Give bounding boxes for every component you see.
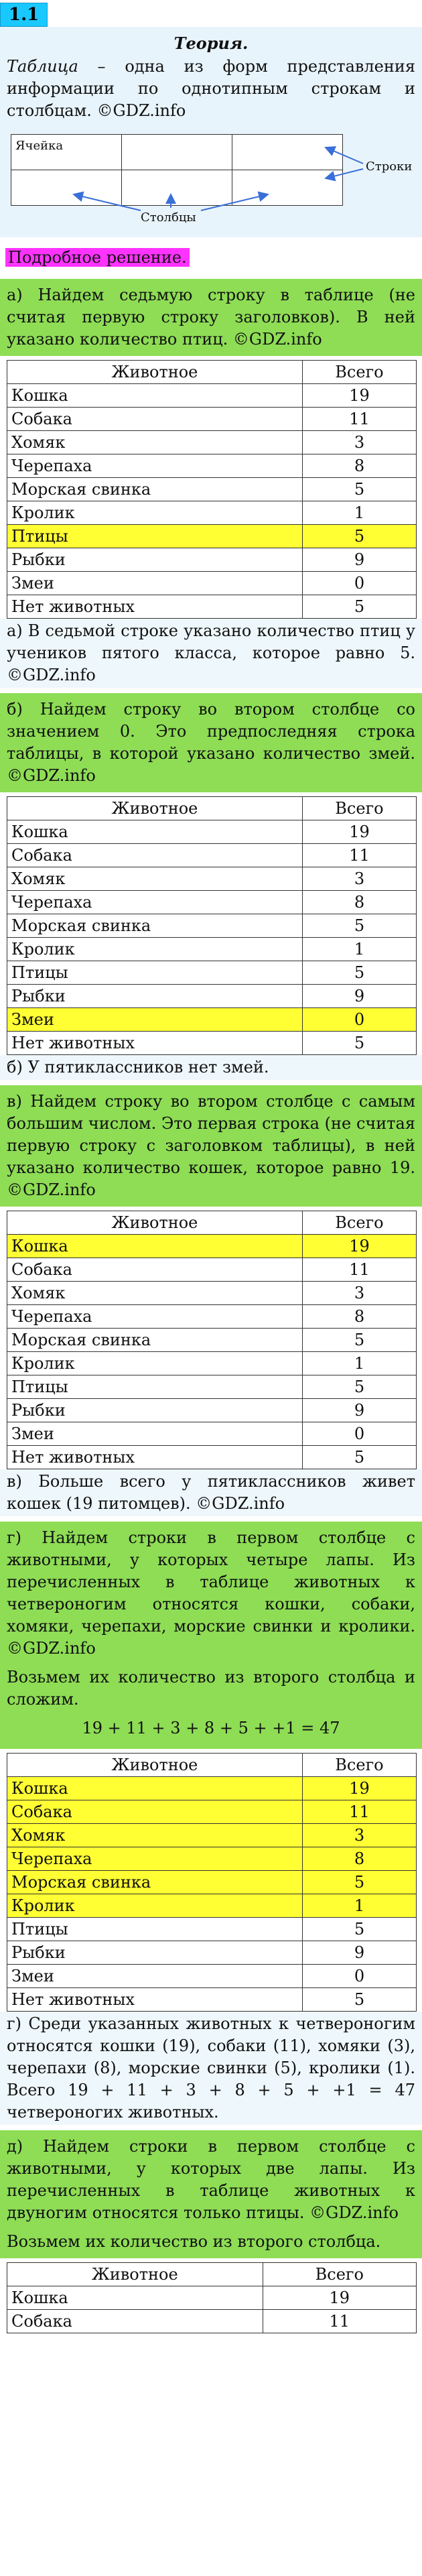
animal-count: 5 xyxy=(302,1918,416,1941)
animal-name: Птицы xyxy=(7,961,303,985)
animal-name: Змеи xyxy=(7,572,303,595)
theory-term: Таблица xyxy=(7,57,78,76)
animal-count: 8 xyxy=(302,1305,416,1329)
table-row xyxy=(7,1422,417,1446)
table-row xyxy=(7,1446,417,1469)
animal-name: Хомяк xyxy=(7,431,303,454)
table-row xyxy=(7,478,417,501)
animal-count: 5 xyxy=(302,478,416,501)
table-row xyxy=(7,985,417,1008)
animal-name: Морская свинка xyxy=(7,914,303,938)
animal-name: Змеи xyxy=(7,1422,303,1446)
animal-name: Хомяк xyxy=(7,1824,303,1847)
animal-name: Нет животных xyxy=(7,1032,303,1055)
animal-count: 19 xyxy=(302,820,416,844)
animals-table xyxy=(7,1753,417,2012)
table-row xyxy=(7,501,417,525)
animal-count: 5 xyxy=(302,1375,416,1399)
cols-arrow xyxy=(74,194,141,210)
header-total: Всего xyxy=(302,1754,416,1777)
theory-title: Теория. xyxy=(173,34,249,53)
table-row xyxy=(7,1235,417,1258)
table-row xyxy=(7,548,417,572)
animal-name: Кролик xyxy=(7,501,303,525)
animal-name: Кролик xyxy=(7,938,303,961)
table-row xyxy=(7,1032,417,1055)
animal-count: 9 xyxy=(302,985,416,1008)
animal-count: 19 xyxy=(302,1235,416,1258)
animal-count: 3 xyxy=(302,867,416,891)
answer-g: г) Среди указанных животных к четвероногим относятся кошки (19), собаки (11), хомяки (3), черепахи (8), морские свинки (5), кролики (1). Всего 19 + 11 + 3 + 8 + 5 + +1 = 47 четвероногих животных. xyxy=(0,2012,422,2125)
table-row xyxy=(7,867,417,891)
question-a: а) Найдем седьмую строку в таблице (не считая первую строку заголовков). В ней указано количество птиц. ©GDZ.info xyxy=(0,279,422,356)
solution-label: Подробное решение. xyxy=(5,248,190,267)
animal-count: 1 xyxy=(302,938,416,961)
table-row xyxy=(7,1894,417,1918)
table-row xyxy=(7,1965,417,1988)
animal-count: 11 xyxy=(302,408,416,431)
animal-count: 8 xyxy=(302,1847,416,1871)
animal-name: Черепаха xyxy=(7,454,303,478)
animal-count: 9 xyxy=(302,1941,416,1965)
task-number: 1.1 xyxy=(0,3,48,27)
animal-count: 5 xyxy=(302,1329,416,1352)
header-total: Всего xyxy=(302,361,416,384)
table-row xyxy=(7,1777,417,1800)
table-row xyxy=(7,1352,417,1375)
animal-count: 0 xyxy=(302,572,416,595)
table-diagram xyxy=(7,129,415,229)
table-row xyxy=(7,891,417,914)
answer-v: в) Больше всего у пятиклассников живет кошек (19 питомцев). ©GDZ.info xyxy=(0,1469,422,1516)
table-row xyxy=(7,1871,417,1894)
animal-count: 11 xyxy=(263,2310,416,2333)
animal-count: 5 xyxy=(302,595,416,619)
animal-name: Морская свинка xyxy=(7,478,303,501)
animal-name: Рыбки xyxy=(7,985,303,1008)
animal-name: Морская свинка xyxy=(7,1329,303,1352)
theory-definition: – одна из форм представления информации по однотипным строкам и столбцам. ©GDZ.info xyxy=(7,57,415,120)
animal-count: 19 xyxy=(302,384,416,408)
animal-name: Птицы xyxy=(7,1918,303,1941)
theory-block xyxy=(0,27,422,237)
header-total: Всего xyxy=(263,2263,416,2286)
animal-name: Кролик xyxy=(7,1894,303,1918)
table-row xyxy=(7,938,417,961)
table-row xyxy=(7,2310,417,2333)
question-d xyxy=(0,2130,422,2258)
animal-count: 0 xyxy=(302,1422,416,1446)
header-animal: Животное xyxy=(7,2263,263,2286)
animal-name: Нет животных xyxy=(7,595,303,619)
animal-name: Собака xyxy=(7,844,303,867)
animal-name: Нет животных xyxy=(7,1446,303,1469)
question-g-text2: Возьмем их количество из второго столбца и сложим. xyxy=(7,1668,415,1709)
animal-count: 19 xyxy=(302,1777,416,1800)
animal-count: 5 xyxy=(302,1032,416,1055)
animal-name: Рыбки xyxy=(7,548,303,572)
animal-name: Черепаха xyxy=(7,1305,303,1329)
animal-count: 5 xyxy=(302,914,416,938)
table-row xyxy=(7,1329,417,1352)
rows-arrow xyxy=(326,147,363,164)
question-v: в) Найдем строку во втором столбце с самым большим числом. Это первая строка (не считая первую строку с заголовком таблицы), в ней указано количество кошек, которое равно 19. ©GDZ.info xyxy=(0,1085,422,1207)
animal-count: 0 xyxy=(302,1965,416,1988)
header-total: Всего xyxy=(302,797,416,820)
animals-table-partial xyxy=(7,2262,417,2333)
table-row xyxy=(7,914,417,938)
table-header-row xyxy=(7,2263,417,2286)
columns-label: Столбцы xyxy=(141,210,196,225)
animal-name: Собака xyxy=(7,2310,263,2333)
animal-name: Хомяк xyxy=(7,867,303,891)
cols-arrow xyxy=(201,194,268,210)
animal-count: 5 xyxy=(302,525,416,548)
table-row xyxy=(7,454,417,478)
table-row xyxy=(7,2286,417,2310)
animal-count: 3 xyxy=(302,1824,416,1847)
table-row xyxy=(7,961,417,985)
header-animal: Животное xyxy=(7,1211,303,1235)
animal-count: 0 xyxy=(302,1008,416,1032)
animal-name: Собака xyxy=(7,408,303,431)
animal-count: 11 xyxy=(302,1258,416,1282)
table-row xyxy=(7,572,417,595)
table-row xyxy=(7,1941,417,1965)
animals-table xyxy=(7,1211,417,1469)
question-d-text: д) Найдем строки в первом столбце с животными, у которых две лапы. Из перечисленных в таблице животных к двуногим относятся только птицы. ©GDZ.info xyxy=(7,2137,415,2222)
animal-count: 5 xyxy=(302,1446,416,1469)
animal-name: Кошка xyxy=(7,820,303,844)
animal-name: Кошка xyxy=(7,2286,263,2310)
table-row xyxy=(7,1824,417,1847)
table-row xyxy=(7,1305,417,1329)
table-row xyxy=(7,1282,417,1305)
animal-name: Рыбки xyxy=(7,1399,303,1422)
animal-count: 1 xyxy=(302,1352,416,1375)
animal-count: 1 xyxy=(302,1894,416,1918)
rows-arrow xyxy=(326,169,363,178)
answer-b: б) У пятиклассников нет змей. xyxy=(0,1055,422,1080)
table-row xyxy=(7,1800,417,1824)
theory-text xyxy=(7,56,415,122)
animal-name: Змеи xyxy=(7,1965,303,1988)
animal-count: 19 xyxy=(263,2286,416,2310)
animals-table xyxy=(7,360,417,619)
animal-count: 11 xyxy=(302,1800,416,1824)
animal-name: Собака xyxy=(7,1258,303,1282)
animal-name: Птицы xyxy=(7,525,303,548)
animal-count: 5 xyxy=(302,961,416,985)
table-row xyxy=(7,1988,417,2012)
table-row xyxy=(7,1008,417,1032)
table-row xyxy=(7,1918,417,1941)
animal-name: Рыбки xyxy=(7,1941,303,1965)
animal-name: Морская свинка xyxy=(7,1871,303,1894)
table-header-row xyxy=(7,1754,417,1777)
header-total: Всего xyxy=(302,1211,416,1235)
table-header-row xyxy=(7,797,417,820)
table-row xyxy=(7,1375,417,1399)
answer-a: а) В седьмой строке указано количество птиц у учеников пятого класса, которое равно 5. ©GDZ.info xyxy=(0,619,422,688)
question-g-text: г) Найдем строки в первом столбце с животными, у которых четыре лапы. Из перечисленных в таблице животных к четвероногим относятся кошки, собаки, хомяки, черепахи, морские свинки и кролики. ©GDZ.info xyxy=(7,1528,415,1658)
animal-name: Кошка xyxy=(7,384,303,408)
animal-count: 11 xyxy=(302,844,416,867)
animal-name: Нет животных xyxy=(7,1988,303,2012)
animal-count: 1 xyxy=(302,501,416,525)
diagram-cell-label: Ячейка xyxy=(11,135,122,170)
table-row xyxy=(7,1399,417,1422)
table-row xyxy=(7,408,417,431)
table-row xyxy=(7,1258,417,1282)
animal-name: Черепаха xyxy=(7,1847,303,1871)
table-row xyxy=(7,384,417,408)
formula: 19 + 11 + 3 + 8 + 5 + +1 = 47 xyxy=(82,1719,340,1737)
table-header-row xyxy=(7,361,417,384)
table-row xyxy=(7,525,417,548)
animal-name: Собака xyxy=(7,1800,303,1824)
header-animal: Животное xyxy=(7,797,303,820)
animal-count: 3 xyxy=(302,1282,416,1305)
animals-table xyxy=(7,796,417,1055)
table-row xyxy=(7,820,417,844)
animal-name: Хомяк xyxy=(7,1282,303,1305)
diagram-arrows xyxy=(7,129,415,229)
animal-count: 8 xyxy=(302,891,416,914)
table-row xyxy=(7,844,417,867)
animal-count: 9 xyxy=(302,548,416,572)
animal-count: 8 xyxy=(302,454,416,478)
animal-name: Змеи xyxy=(7,1008,303,1032)
table-row xyxy=(7,1847,417,1871)
animal-name: Черепаха xyxy=(7,891,303,914)
animal-count: 9 xyxy=(302,1399,416,1422)
animal-count: 5 xyxy=(302,1871,416,1894)
question-g xyxy=(0,1522,422,1749)
animal-name: Птицы xyxy=(7,1375,303,1399)
question-d-text2: Возьмем их количество из второго столбца. xyxy=(7,2232,381,2251)
question-b: б) Найдем строку во втором столбце со значением 0. Это предпоследняя строка таблицы, в которой указано количество змей. ©GDZ.info xyxy=(0,693,422,792)
animal-count: 5 xyxy=(302,1988,416,2012)
table-header-row xyxy=(7,1211,417,1235)
table-row xyxy=(7,431,417,454)
header-animal: Животное xyxy=(7,1754,303,1777)
table-row xyxy=(7,595,417,619)
animal-name: Кошка xyxy=(7,1777,303,1800)
animal-count: 3 xyxy=(302,431,416,454)
rows-label: Строки xyxy=(366,160,413,174)
animal-name: Кролик xyxy=(7,1352,303,1375)
animal-name: Кошка xyxy=(7,1235,303,1258)
header-animal: Животное xyxy=(7,361,303,384)
